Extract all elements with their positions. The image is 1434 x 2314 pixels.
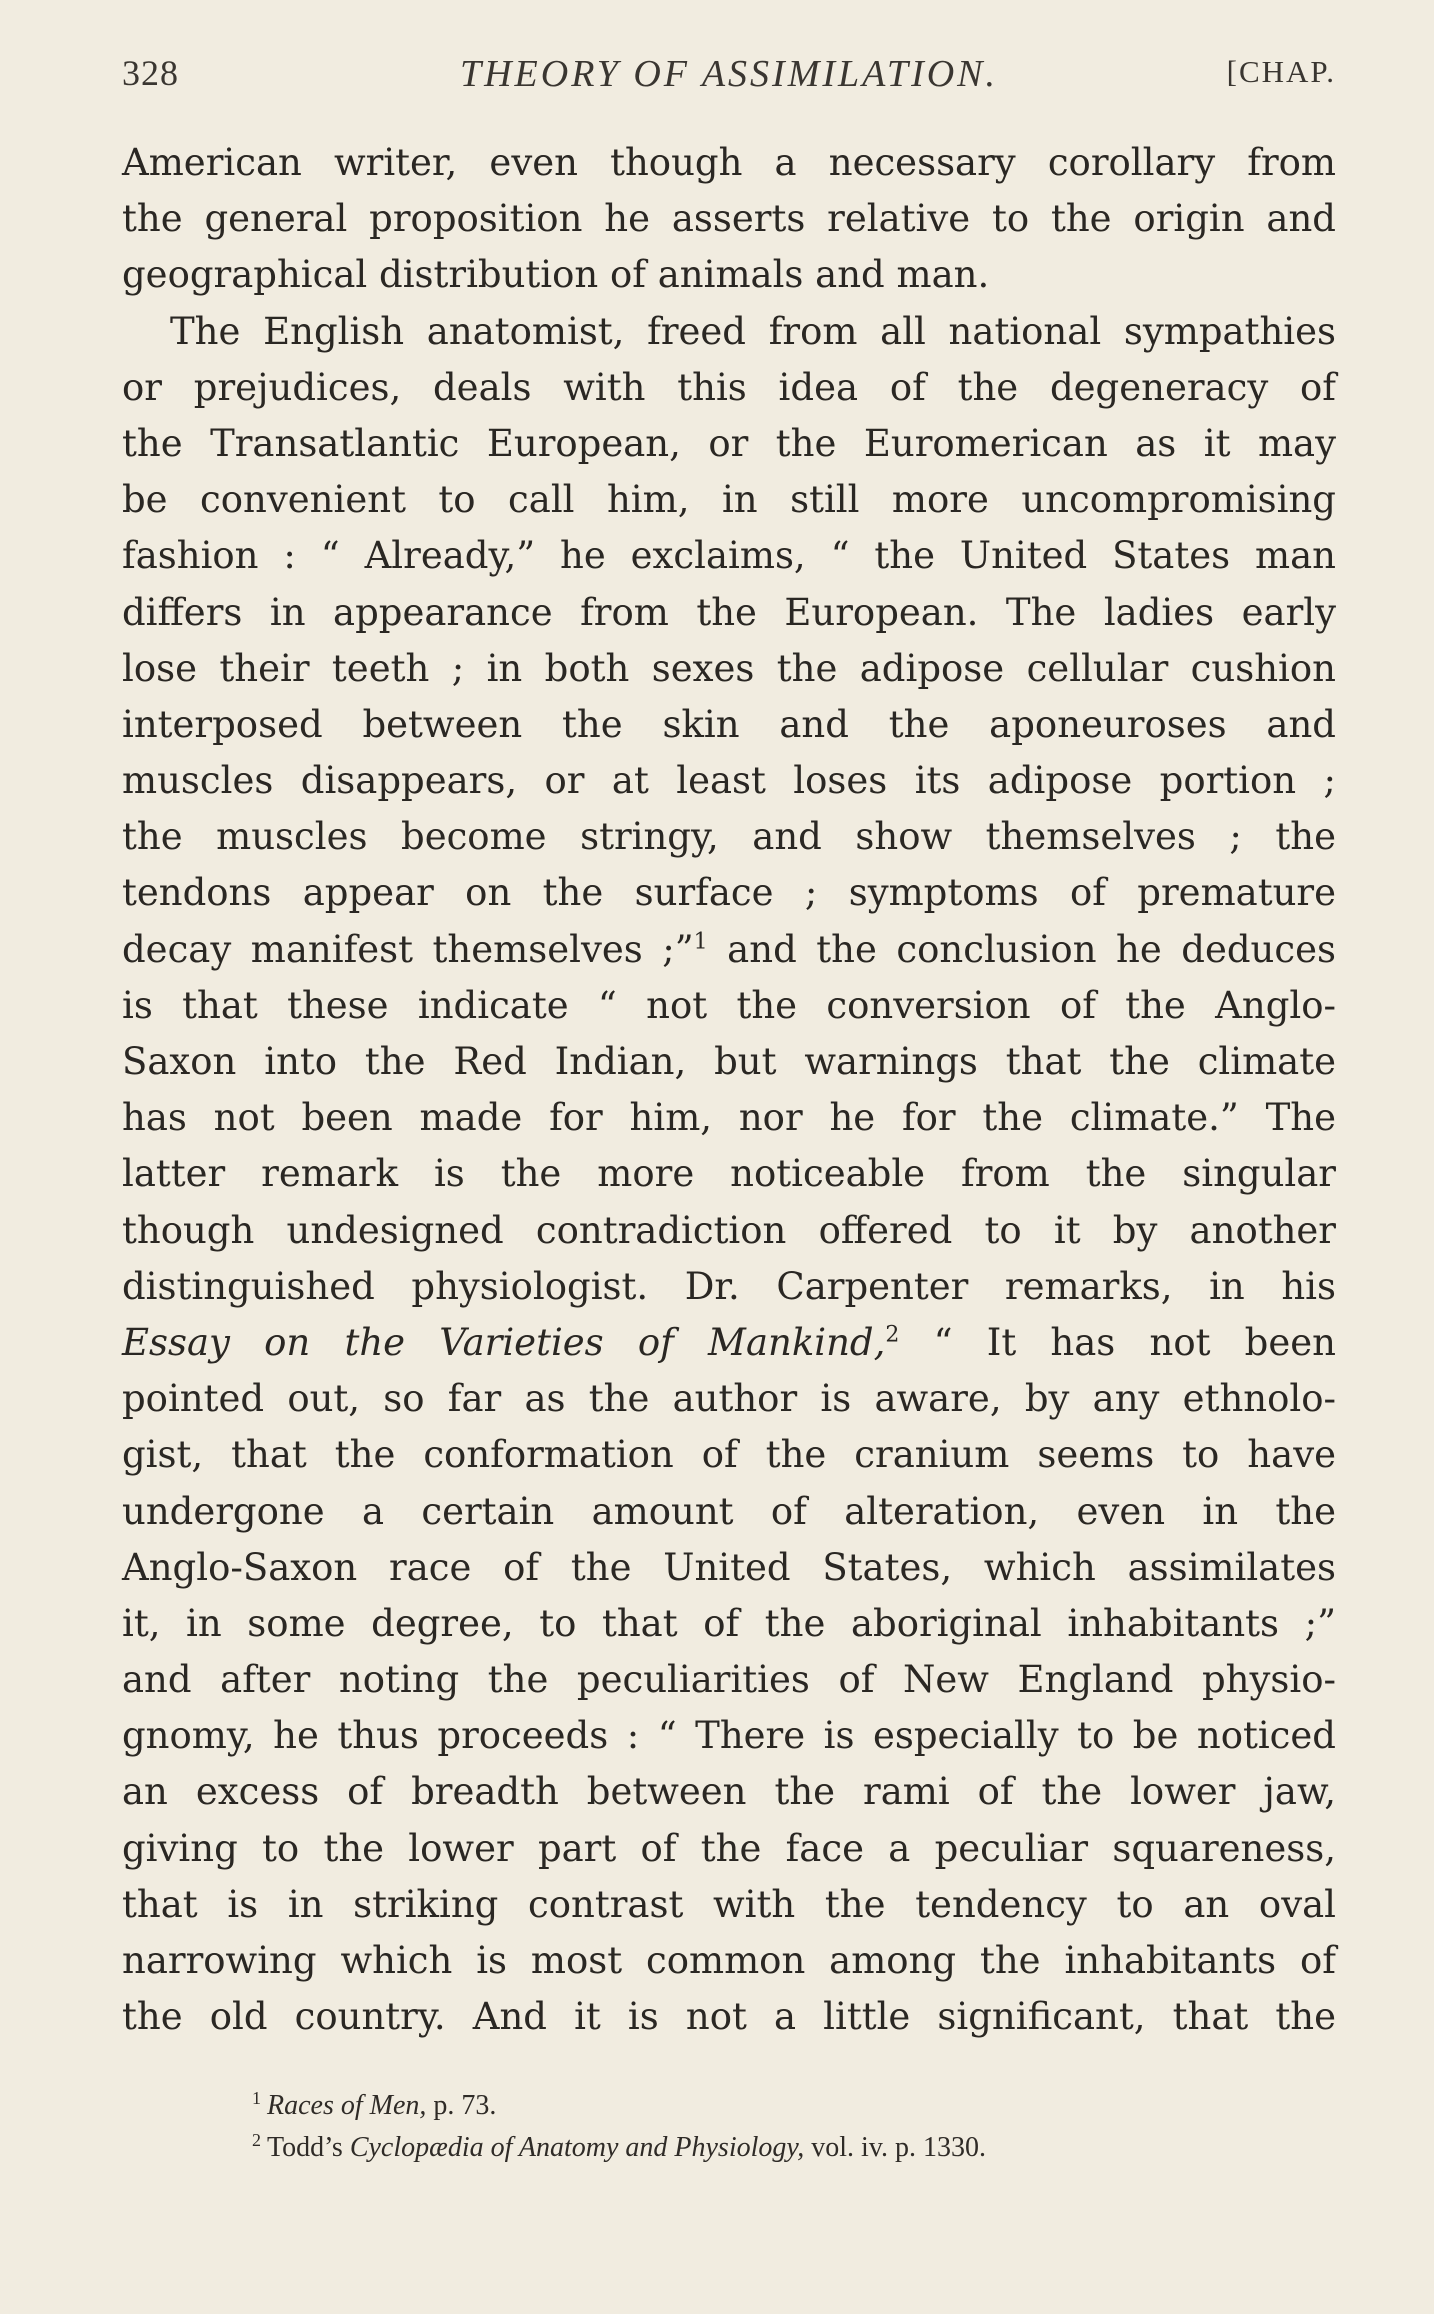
- text-line: fashion : “ Already,” he exclaims, “ the United States man: [122, 534, 1336, 578]
- footnote-1: [252, 2085, 1336, 2127]
- text-segment: decay manifest themselves ;”: [122, 927, 694, 971]
- page-number: 328: [122, 53, 179, 93]
- text-line: an excess of breadth between the rami of the lower jaw,: [122, 1770, 1336, 1814]
- footnote-2: [252, 2127, 1336, 2169]
- text-segment: “ It has not been: [899, 1320, 1336, 1364]
- text-line: Anglo-Saxon race of the United States, which assimilates: [122, 1545, 1336, 1589]
- footnote-title: Races of Men,: [267, 2090, 427, 2121]
- body-text: [122, 135, 1336, 2045]
- text-line: has not been made for him, nor he for the climate.” The: [122, 1096, 1336, 1140]
- text-line: [122, 1315, 1336, 1371]
- text-line: be convenient to call him, in still more uncompromising: [122, 478, 1336, 522]
- book-title-italic: Essay on the Varieties of Mankind,: [122, 1320, 886, 1364]
- text-line: is that these indicate “ not the conversion of the Anglo-: [122, 983, 1336, 1027]
- footnote-mark: 2: [252, 2129, 261, 2150]
- running-title: THEORY OF ASSIMILATION.: [459, 53, 999, 95]
- footnote-mark: 1: [252, 2087, 261, 2108]
- text-line: it, in some degree, to that of the aboriginal inhabitants ;”: [122, 1601, 1336, 1645]
- footnote-rest: vol. iv. p. 1330.: [804, 2132, 987, 2163]
- text-line: Saxon into the Red Indian, but warnings that the climate: [122, 1040, 1336, 1083]
- text-line: gnomy, he thus proceeds : “ There is especially to be noticed: [122, 1714, 1336, 1758]
- text-line: that is in striking contrast with the tendency to an oval: [122, 1882, 1336, 1926]
- text-line: geographical distribution of animals and man.: [122, 253, 990, 297]
- footnote-ref-1: 1: [693, 929, 708, 955]
- text-line: [122, 922, 1336, 978]
- text-line: lose their teeth ; in both sexes the adipose cellular cushion: [122, 646, 1336, 690]
- text-line: differs in appearance from the European. The ladies early: [122, 590, 1336, 634]
- footnote-ref-2: 2: [885, 1322, 900, 1348]
- text-segment: and the conclusion he deduces: [707, 927, 1336, 971]
- text-line: gist, that the conformation of the cranium seems to have: [122, 1433, 1336, 1477]
- text-line: the Transatlantic European, or the Euromerican as it may: [122, 421, 1336, 465]
- text-line: narrowing which is most common among the inhabitants of: [122, 1939, 1336, 1982]
- footnote-rest: p. 73.: [426, 2090, 497, 2121]
- text-line: The English anatomist, freed from all national sympathies: [170, 309, 1336, 353]
- footnote-title: Cyclopædia of Anatomy and Physiology,: [349, 2132, 805, 2163]
- text-line: the general proposition he asserts relative to the origin and: [122, 197, 1336, 241]
- text-line: distinguished physiologist. Dr. Carpenter remarks, in his: [122, 1264, 1336, 1308]
- text-line: American writer, even though a necessary corollary from: [122, 141, 1336, 184]
- text-line: though undesigned contradiction offered to it by another: [122, 1208, 1336, 1252]
- text-line: muscles disappears, or at least loses its adipose portion ;: [122, 759, 1336, 803]
- text-line: giving to the lower part of the face a peculiar squareness,: [122, 1826, 1336, 1870]
- chapter-marker: [CHAP.: [1226, 54, 1336, 89]
- text-line: latter remark is the more noticeable from the singular: [122, 1152, 1336, 1196]
- text-line: tendons appear on the surface ; symptoms of premature: [122, 871, 1336, 915]
- text-line: the muscles become stringy, and show themselves ; the: [122, 815, 1336, 859]
- text-line: undergone a certain amount of alteration, even in the: [122, 1489, 1336, 1533]
- text-line: and after noting the peculiarities of New England physio-: [122, 1658, 1336, 1702]
- footnote-pre: Todd’s: [267, 2132, 350, 2163]
- text-line: or prejudices, deals with this idea of the degeneracy of: [122, 365, 1336, 409]
- text-line: interposed between the skin and the aponeuroses and: [122, 702, 1336, 746]
- running-header: [122, 52, 1336, 112]
- footnotes: [252, 2085, 1336, 2169]
- text-line: the old country. And it is not a little significant, that the: [122, 1995, 1336, 2039]
- text-line: pointed out, so far as the author is aware, by any ethnolo-: [122, 1377, 1336, 1421]
